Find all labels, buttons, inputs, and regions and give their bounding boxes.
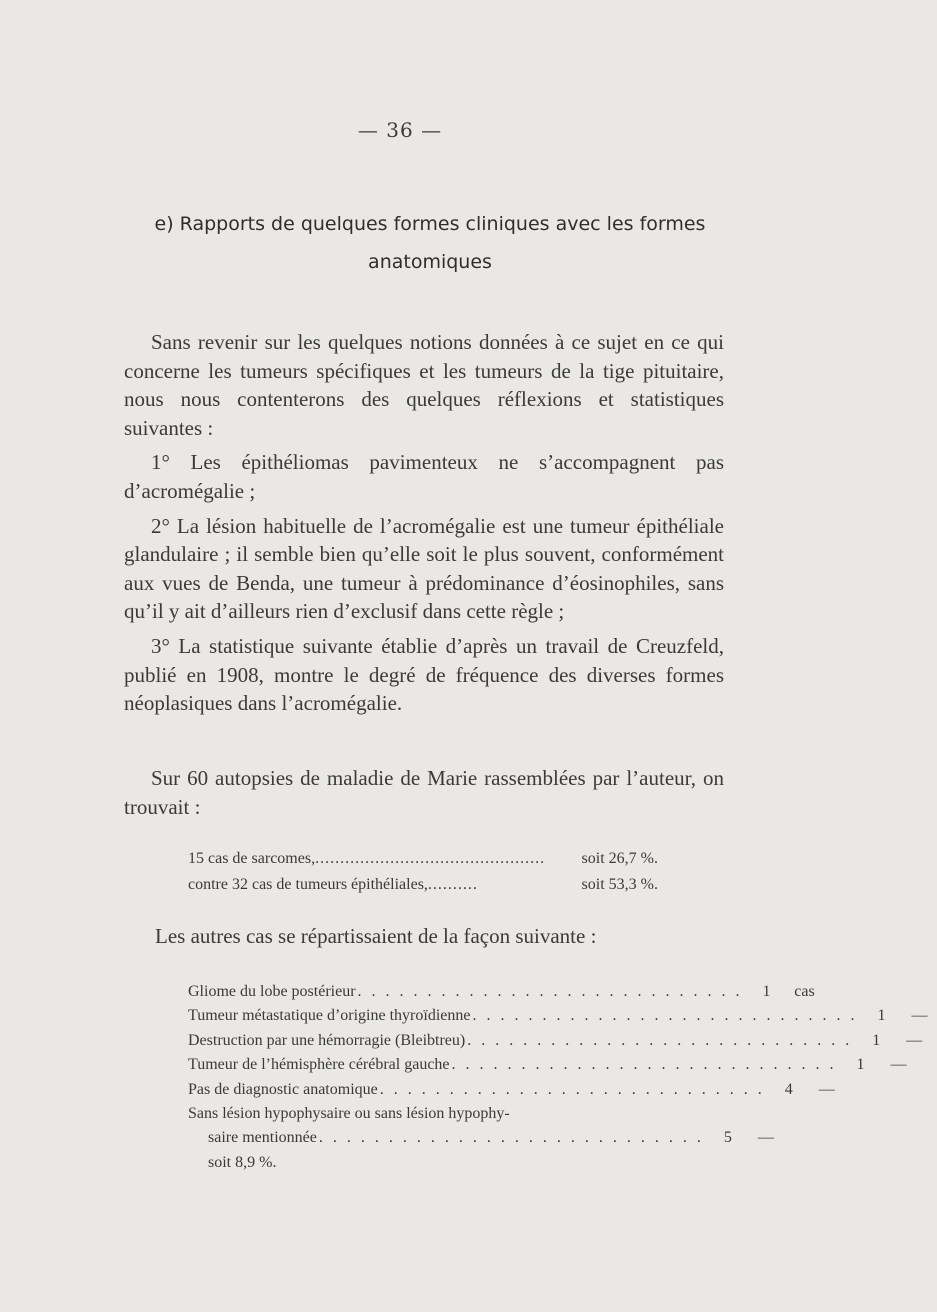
intro-section <box>124 328 724 718</box>
case-row <box>188 1078 835 1102</box>
leader-dots: . . . . . . . . . . . . . . . . . . . . . . . . . . . . <box>472 1007 858 1025</box>
sarcoma-value: soit 26,7 %. <box>581 850 658 867</box>
leader-dots: .............................................. <box>315 850 546 867</box>
tumor-stats <box>188 846 658 898</box>
case-unit: — <box>890 1056 907 1074</box>
case-unit: — <box>911 1007 928 1025</box>
case-label: Pas de diagnostic anatomique <box>188 1080 378 1098</box>
case-row-note <box>188 1151 728 1175</box>
epithelial-label: contre 32 cas de tumeurs épithéliales, <box>188 876 428 893</box>
sarcoma-row <box>188 846 658 872</box>
case-unit: — <box>906 1031 923 1049</box>
case-row-last-line2 <box>188 1126 774 1150</box>
leader-dots: . . . . . . . . . . . . . . . . . . . . . . . . . . . . <box>357 983 743 1000</box>
autopsy-section <box>124 764 724 821</box>
case-count: 1 <box>856 1056 865 1074</box>
case-label: Sans lésion hypophysaire ou sans lésion hypophy- <box>188 1105 510 1123</box>
leader-dots: . . . . . . . . . . . . . . . . . . . . . . . . . . . . <box>451 1056 837 1074</box>
case-label: saire mentionnée <box>208 1129 317 1147</box>
item-3: 3° La statistique suivante établie d’après un travail de Creuzfeld, publié en 1908, montre le degré de fréquence des diverses formes néoplasiques dans l’acromégalie. <box>124 633 724 716</box>
page-number: — 36 — <box>357 118 443 142</box>
case-row <box>188 1004 928 1028</box>
leader-dots: .......... <box>427 876 478 893</box>
case-label: Tumeur de l’hémisphère cérébral gauche <box>188 1056 450 1074</box>
case-row-last-line1 <box>188 1102 728 1126</box>
case-label: Destruction par une hémorragie (Bleibtreu) <box>188 1031 466 1049</box>
case-unit: — <box>818 1080 835 1098</box>
sarcoma-label: 15 cas de sarcomes, <box>188 850 316 867</box>
section-title <box>120 205 740 281</box>
case-count: 1 <box>762 983 771 1000</box>
section-title-line1: e) Rapports de quelques formes cliniques avec les formes <box>154 213 706 235</box>
case-count: 1 <box>877 1007 886 1025</box>
case-count: 5 <box>723 1129 732 1147</box>
case-row <box>188 1053 907 1077</box>
case-unit: — <box>757 1129 774 1147</box>
case-count: 1 <box>872 1031 881 1049</box>
item-2: 2° La lésion habituelle de l’acromégalie est une tumeur épithéliale glandulaire ; il semble bien qu’elle soit le plus souvent, conformément aux vues de Benda, une tumeur à prédominance d’éosinophiles, sans qu’il y ait d’ailleurs rien d’exclusif dans cette règle ; <box>124 513 724 624</box>
leader-dots: . . . . . . . . . . . . . . . . . . . . . . . . . . . . <box>379 1080 765 1098</box>
other-cases-heading: Les autres cas se répartissaient de la façon suivante : <box>155 924 597 948</box>
case-note: soit 8,9 %. <box>208 1153 277 1171</box>
case-unit: cas <box>794 983 815 1000</box>
item-1: 1° Les épithéliomas pavimenteux ne s’accompagnent pas d’acromégalie ; <box>124 450 724 503</box>
case-label: Tumeur métastatique d’origine thyroïdienne <box>188 1007 471 1025</box>
autopsy-paragraph: Sur 60 autopsies de maladie de Marie rassemblées par l’auteur, on trouvait : <box>124 766 724 819</box>
case-table <box>188 980 928 1175</box>
section-title-line2: anatomiques <box>368 251 492 273</box>
case-count: 4 <box>784 1080 793 1098</box>
epithelial-row <box>188 872 658 898</box>
leader-dots: . . . . . . . . . . . . . . . . . . . . . . . . . . . . <box>318 1129 704 1147</box>
case-row <box>188 1029 923 1053</box>
intro-paragraph: Sans revenir sur les quelques notions données à ce sujet en ce qui concerne les tumeurs spécifiques et les tumeurs de la tige pituitaire, nous nous contenterons des quelques réflexions et statistiques suivantes : <box>124 330 724 440</box>
leader-dots: . . . . . . . . . . . . . . . . . . . . . . . . . . . . <box>467 1031 853 1049</box>
case-label: Gliome du lobe postérieur <box>188 983 356 1000</box>
case-row <box>188 980 815 1004</box>
epithelial-value: soit 53,3 %. <box>581 876 658 893</box>
